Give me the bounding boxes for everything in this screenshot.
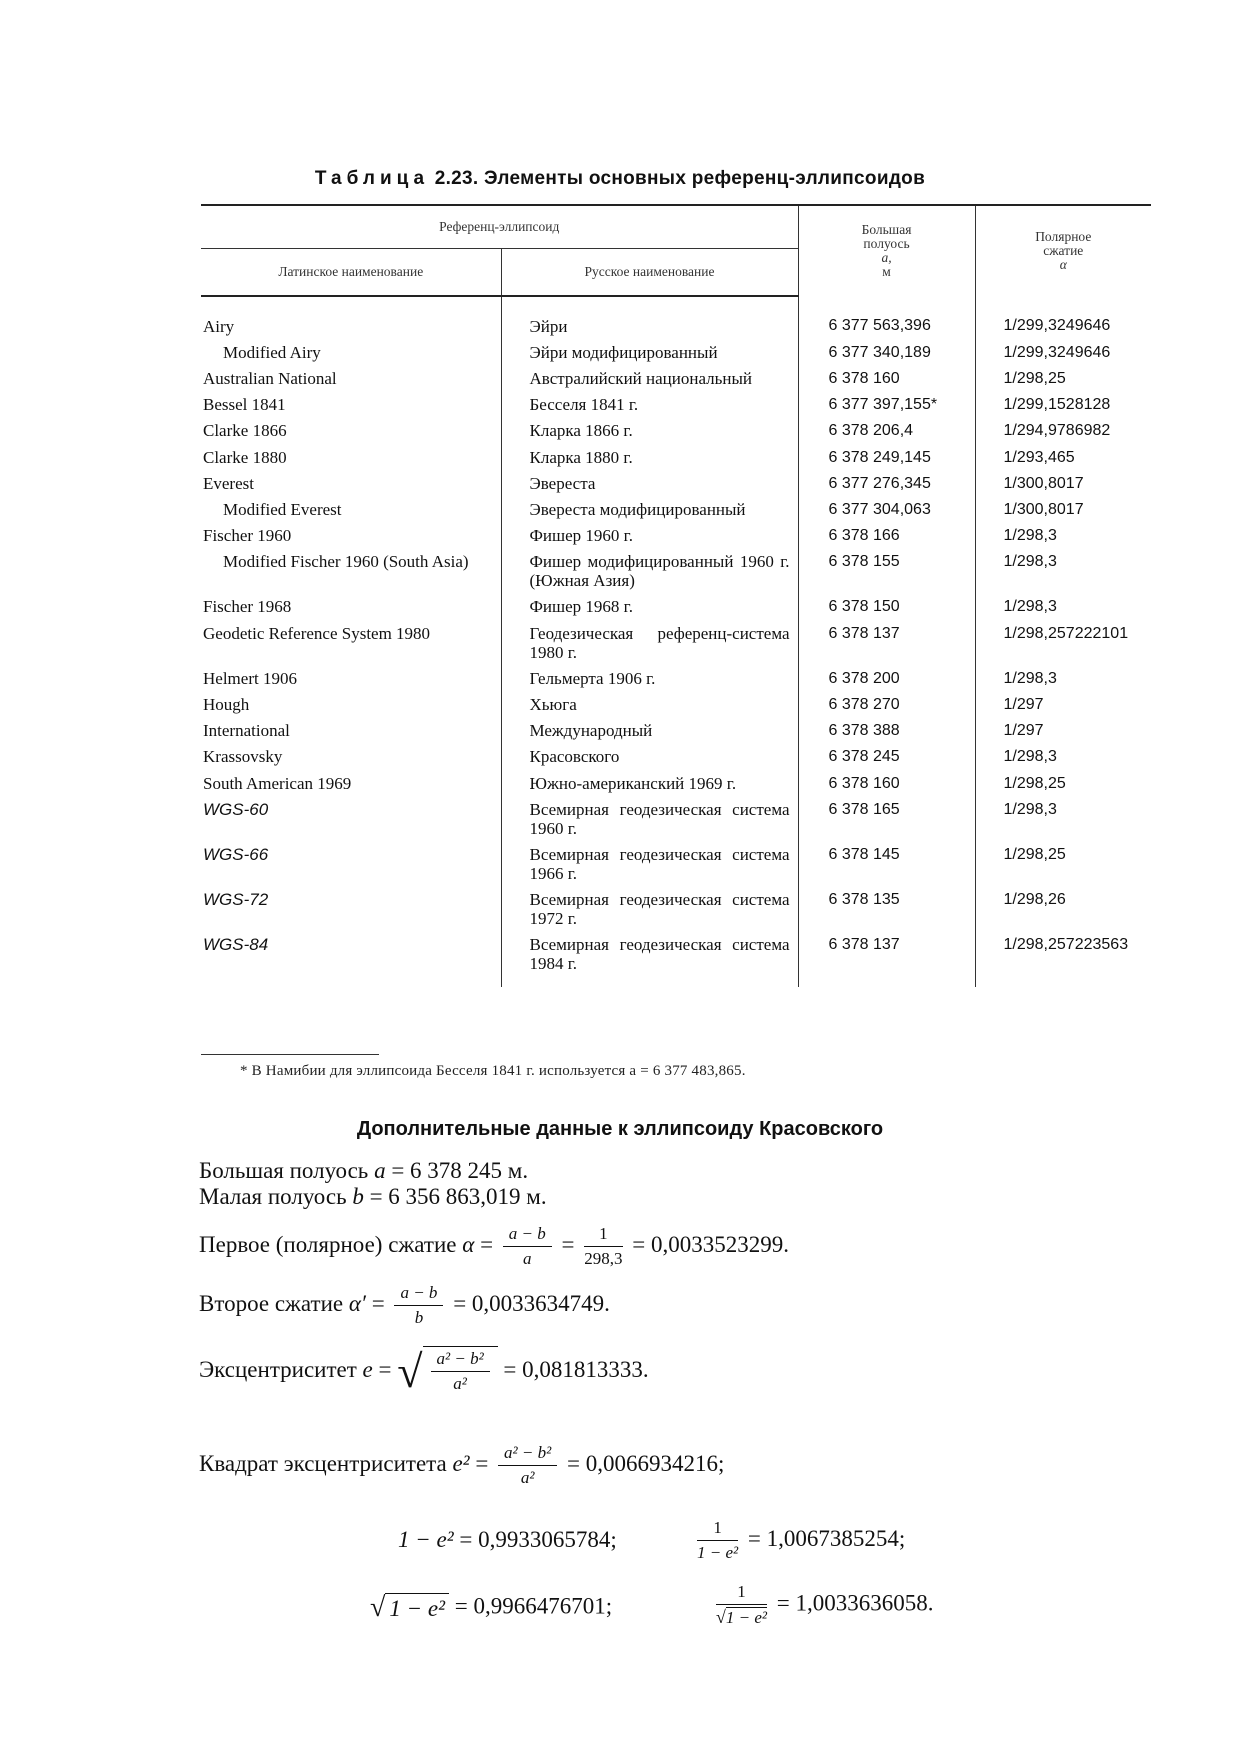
ellipsoid-table bbox=[201, 204, 1151, 987]
russian-name-cell: Фишер 1968 г. bbox=[501, 594, 798, 620]
latin-name-cell: Australian National bbox=[201, 365, 501, 391]
first-flattening-line: Первое (полярное) сжатие α = $\frac{a - b}{a}$ = $\frac{1}{298,3}$ = 0,0033523299. bbox=[199, 1224, 789, 1268]
latin-name-cell: International bbox=[201, 718, 501, 744]
table-row bbox=[201, 392, 1151, 418]
latin-name-cell: Clarke 1880 bbox=[201, 444, 501, 470]
table-title bbox=[0, 168, 1240, 190]
russian-name-cell: Кларка 1880 г. bbox=[501, 444, 798, 470]
sqrt-sign: √ $\frac{\text{a² − b²}}{\text{a²}}$ bbox=[397, 1345, 497, 1398]
russian-name-cell: Красовского bbox=[501, 744, 798, 770]
semi-major-axis-cell: 6 377 304,063 bbox=[798, 496, 975, 522]
table-row bbox=[201, 549, 1151, 594]
russian-name-cell: Всемирная геодезическая система 1966 г. bbox=[501, 841, 798, 886]
table-row bbox=[201, 932, 1151, 987]
footnote-rule bbox=[201, 1054, 379, 1055]
latin-name-cell: WGS-66 bbox=[201, 841, 501, 886]
sqrt-one-minus-e2-line: √ 1 − e² = 0,9966476701; bbox=[370, 1592, 613, 1623]
table-title-text: 2.23. Элементы основных референц-эллипсоидов bbox=[434, 168, 926, 189]
flattening-cell: 1/298,3 bbox=[1003, 800, 1057, 818]
russian-name-cell: Кларка 1866 г. bbox=[501, 418, 798, 444]
semi-major-axis-cell: 6 378 270 bbox=[798, 691, 975, 717]
table-row bbox=[201, 796, 1151, 841]
russian-name-cell: Всемирная геодезическая система 1960 г. bbox=[501, 796, 798, 841]
semi-major-axis-cell: 6 378 166 bbox=[798, 523, 975, 549]
flattening-cell: 1/298,257223563 bbox=[1003, 936, 1129, 954]
flattening-cell: 1/294,9786982 bbox=[1003, 422, 1111, 440]
semi-major-axis-cell: 6 377 340,189 bbox=[798, 339, 975, 365]
semi-major-axis-cell: 6 378 245 bbox=[798, 744, 975, 770]
semi-major-axis-cell: 6 378 249,145 bbox=[798, 444, 975, 470]
table-row bbox=[201, 296, 1151, 339]
russian-name-cell: Эвереста bbox=[501, 470, 798, 496]
semi-major-axis-cell: 6 378 165 bbox=[798, 796, 975, 841]
russian-name-cell: Гельмерта 1906 г. bbox=[501, 665, 798, 691]
table-row bbox=[201, 523, 1151, 549]
flattening-cell: 1/298,3 bbox=[1003, 553, 1057, 571]
fraction: $\frac{\text{a² − b²}}{\text{a²}}$ bbox=[498, 1443, 557, 1488]
table-row bbox=[201, 665, 1151, 691]
latin-name-cell: Krassovsky bbox=[201, 744, 501, 770]
flattening-cell: 1/297 bbox=[1003, 696, 1044, 714]
semi-major-axis-cell: 6 377 563,396 bbox=[798, 296, 975, 339]
semi-major-axis-cell: 6 378 388 bbox=[798, 718, 975, 744]
flattening-cell: 1/293,465 bbox=[1003, 448, 1075, 466]
table-label: Таблица bbox=[314, 168, 430, 189]
latin-name-cell: Fischer 1968 bbox=[201, 594, 501, 620]
flattening-cell: 1/298,25 bbox=[1003, 369, 1066, 387]
latin-name-cell: Modified Airy bbox=[201, 339, 501, 365]
russian-name-cell: Фишер модифицированный 1960 г. (Южная Азия) bbox=[501, 549, 798, 594]
flattening-cell: 1/298,26 bbox=[1003, 891, 1066, 909]
table-row bbox=[201, 594, 1151, 620]
russian-name-cell: Бесселя 1841 г. bbox=[501, 392, 798, 418]
flattening-cell: 1/298,257222101 bbox=[1003, 624, 1129, 642]
semi-major-axis-cell: 6 378 200 bbox=[798, 665, 975, 691]
latin-name-cell: South American 1969 bbox=[201, 770, 501, 796]
flattening-cell: 1/299,3249646 bbox=[1003, 316, 1111, 334]
russian-name-cell: Хьюга bbox=[501, 691, 798, 717]
latin-name-cell: Helmert 1906 bbox=[201, 665, 501, 691]
table-row bbox=[201, 444, 1151, 470]
fraction: $\frac{1}{298,3}$ bbox=[584, 1224, 623, 1268]
flattening-cell: 1/298,25 bbox=[1003, 774, 1066, 792]
flattening-cell: 1/297 bbox=[1003, 722, 1044, 740]
latin-name-cell: WGS-72 bbox=[201, 887, 501, 932]
semi-major-axis-cell: 6 378 145 bbox=[798, 841, 975, 886]
eccentricity-line: Эксцентриситет e = √ $\frac{\text{a² − b²}}{\text{a²}}$ = 0,081813333. bbox=[199, 1346, 649, 1397]
latin-name-cell: Everest bbox=[201, 470, 501, 496]
latin-name-cell: Modified Fischer 1960 (South Asia) bbox=[201, 549, 501, 594]
semi-major-axis-cell: 6 378 155 bbox=[798, 549, 975, 594]
semi-major-line: Большая полуось a = 6 378 245 м. bbox=[199, 1158, 529, 1183]
inverse-sqrt-line: $\frac{1}{\text{√1 − e²}}$ = 1,0033636058. bbox=[716, 1582, 934, 1627]
semi-major-axis-cell: 6 378 135 bbox=[798, 887, 975, 932]
semi-major-axis-cell: 6 377 397,155* bbox=[798, 392, 975, 418]
second-flattening-line: Второе сжатие α′ = $\frac{a - b}{b}$ = 0,0033634749. bbox=[199, 1283, 610, 1327]
russian-name-cell: Эвереста модифицированный bbox=[501, 496, 798, 522]
fraction: $\frac{1}{\text{√1 − e²}}$ bbox=[716, 1582, 768, 1627]
header-polar-flattening: Полярное сжатие α bbox=[975, 205, 1151, 296]
flattening-cell: 1/299,3249646 bbox=[1003, 343, 1111, 361]
header-latin-name: Латинское наименование bbox=[201, 249, 501, 297]
section-title: Дополнительные данные к эллипсоиду Красовского bbox=[356, 1118, 884, 1140]
table-row bbox=[201, 418, 1151, 444]
semi-major-axis-cell: 6 378 160 bbox=[798, 365, 975, 391]
flattening-cell: 1/300,8017 bbox=[1003, 474, 1084, 492]
russian-name-cell: Австралийский национальный bbox=[501, 365, 798, 391]
semi-major-axis-cell: 6 378 206,4 bbox=[798, 418, 975, 444]
russian-name-cell: Международный bbox=[501, 718, 798, 744]
table-row bbox=[201, 841, 1151, 886]
table-row bbox=[201, 620, 1151, 665]
russian-name-cell: Фишер 1960 г. bbox=[501, 523, 798, 549]
semi-major-axis-cell: 6 378 137 bbox=[798, 620, 975, 665]
inverse-one-minus-e2-line: $\frac{1}{\text{1 − e²}}$ = 1,0067385254; bbox=[697, 1518, 906, 1562]
flattening-cell: 1/298,3 bbox=[1003, 669, 1057, 687]
flattening-cell: 1/298,3 bbox=[1003, 748, 1057, 766]
header-russian-name: Русское наименование bbox=[501, 249, 798, 297]
flattening-cell: 1/298,3 bbox=[1003, 527, 1057, 545]
russian-name-cell: Всемирная геодезическая система 1984 г. bbox=[501, 932, 798, 987]
latin-name-cell: Bessel 1841 bbox=[201, 392, 501, 418]
latin-name-cell: Fischer 1960 bbox=[201, 523, 501, 549]
russian-name-cell: Эйри bbox=[501, 296, 798, 339]
latin-name-cell: Clarke 1866 bbox=[201, 418, 501, 444]
eccentricity-squared-line: Квадрат эксцентриситета e² = $\frac{\text{a² − b²}}{\text{a²}}$ = 0,0066934216; bbox=[199, 1443, 725, 1487]
semi-major-axis-cell: 6 378 160 bbox=[798, 770, 975, 796]
table-row bbox=[201, 365, 1151, 391]
table-row bbox=[201, 496, 1151, 522]
table-row bbox=[201, 744, 1151, 770]
flattening-cell: 1/300,8017 bbox=[1003, 500, 1084, 518]
table-row bbox=[201, 887, 1151, 932]
semi-major-axis-cell: 6 377 276,345 bbox=[798, 470, 975, 496]
table-row bbox=[201, 770, 1151, 796]
one-minus-e2-line: 1 − e² = 0,9933065784; bbox=[398, 1527, 617, 1552]
flattening-cell: 1/298,25 bbox=[1003, 845, 1066, 863]
table-row bbox=[201, 470, 1151, 496]
semi-major-axis-cell: 6 378 150 bbox=[798, 594, 975, 620]
russian-name-cell: Эйри модифицированный bbox=[501, 339, 798, 365]
russian-name-cell: Южно-американский 1969 г. bbox=[501, 770, 798, 796]
table-row bbox=[201, 718, 1151, 744]
footnote: * В Намибии для эллипсоида Бесселя 1841 г. используется a = 6 377 483,865. bbox=[240, 1063, 746, 1079]
fraction: $\frac{a - b}{a}$ bbox=[503, 1224, 552, 1269]
latin-name-cell: Modified Everest bbox=[201, 496, 501, 522]
latin-name-cell: Airy bbox=[201, 296, 501, 339]
semi-major-axis-cell: 6 378 137 bbox=[798, 932, 975, 987]
russian-name-cell: Геодезическая референц-система 1980 г. bbox=[501, 620, 798, 665]
table-row bbox=[201, 691, 1151, 717]
header-semi-major-axis: Большая полуось a, м bbox=[798, 205, 975, 296]
latin-name-cell: WGS-84 bbox=[201, 932, 501, 987]
fraction: $\frac{1}{\text{1 − e²}}$ bbox=[697, 1518, 739, 1562]
semi-minor-line: Малая полуось b = 6 356 863,019 м. bbox=[199, 1184, 547, 1209]
header-reference-ellipsoid: Референц-эллипсоид bbox=[201, 205, 798, 249]
russian-name-cell: Всемирная геодезическая система 1972 г. bbox=[501, 887, 798, 932]
flattening-cell: 1/299,1528128 bbox=[1003, 396, 1111, 414]
latin-name-cell: Hough bbox=[201, 691, 501, 717]
flattening-cell: 1/298,3 bbox=[1003, 598, 1057, 616]
sqrt-sign: √ 1 − e² bbox=[370, 1592, 449, 1624]
table-row bbox=[201, 339, 1151, 365]
latin-name-cell: WGS-60 bbox=[201, 796, 501, 841]
latin-name-cell: Geodetic Reference System 1980 bbox=[201, 620, 501, 665]
fraction: $\frac{a - b}{b}$ bbox=[394, 1283, 443, 1328]
table-body bbox=[201, 296, 1151, 987]
